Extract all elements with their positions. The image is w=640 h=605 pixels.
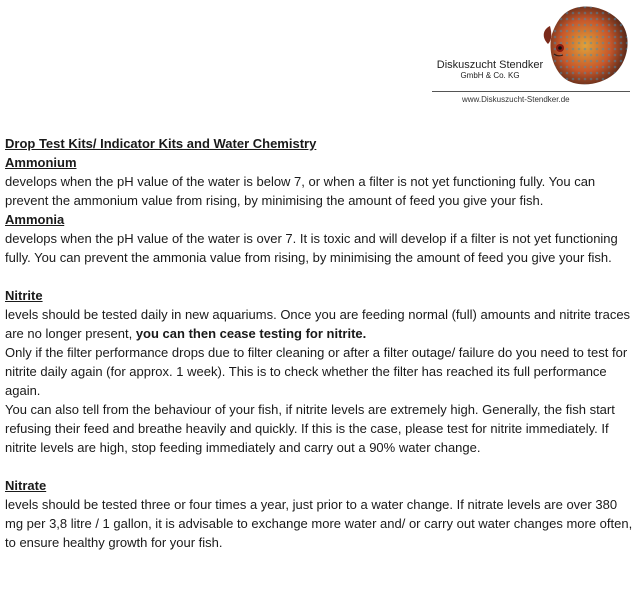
ammonia-heading: Ammonia — [5, 212, 65, 227]
nitrite-p1-text: levels should be tested daily in new aquariums. Once you are feeding normal (full) amounts and nitrite traces are no longer present, — [5, 307, 631, 341]
nitrite-p1-bold: you can then cease testing for nitrite. — [135, 326, 367, 341]
nitrate-text: levels should be tested three or four times a year, just prior to a water change. If nitrate levels are over 380 mg per 3,8 litre / 1 gallon, it is advisable to exchange more water and/ or carry out water changes more often, to ensure healthy growth for your fish. — [5, 497, 633, 550]
page-header — [0, 0, 640, 118]
header-divider — [432, 91, 630, 92]
website-url[interactable]: www.Diskuszucht-Stendker.de — [462, 95, 570, 104]
company-name-line1: Diskuszucht Stendker — [436, 59, 544, 71]
nitrite-heading: Nitrite — [5, 288, 43, 303]
spacer — [5, 457, 633, 476]
company-name-line2: GmbH & Co. KG — [460, 71, 520, 80]
company-name — [420, 60, 560, 81]
nitrite-paragraph-3: You can also tell from the behaviour of your fish, if nitrite levels are extremely high. Generally, the fish start refusing their feed and breathe heavily and quickly. If this is the case, please test for nitrite immediately. If nitrite levels are high, stop feeding immediately and carry out a 90% water change. — [5, 402, 615, 455]
ammonium-heading: Ammonium — [5, 155, 77, 170]
nitrite-paragraph-2: Only if the filter performance drops due to filter cleaning or after a filter outage/ failure do you need to test for nitrite daily again (for approx. 1 week). This is to check whether the filter has reached its full performance again. — [5, 345, 628, 398]
ammonia-text: develops when the pH value of the water is over 7. It is toxic and will develop if a filter is not yet functioning fully. You can prevent the ammonia value from rising, by minimising the amount of feed you give your fish. — [5, 231, 618, 265]
ammonium-text: develops when the pH value of the water is below 7, or when a filter is not yet functioning fully. You can prevent the ammonium value from rising, by minimising the amount of feed you give your fish. — [5, 174, 596, 208]
nitrite-paragraph-1 — [5, 305, 633, 343]
nitrate-heading: Nitrate — [5, 478, 47, 493]
spacer — [5, 267, 633, 286]
document-title: Drop Test Kits/ Indicator Kits and Water Chemistry — [5, 136, 317, 151]
document-body — [5, 134, 633, 552]
